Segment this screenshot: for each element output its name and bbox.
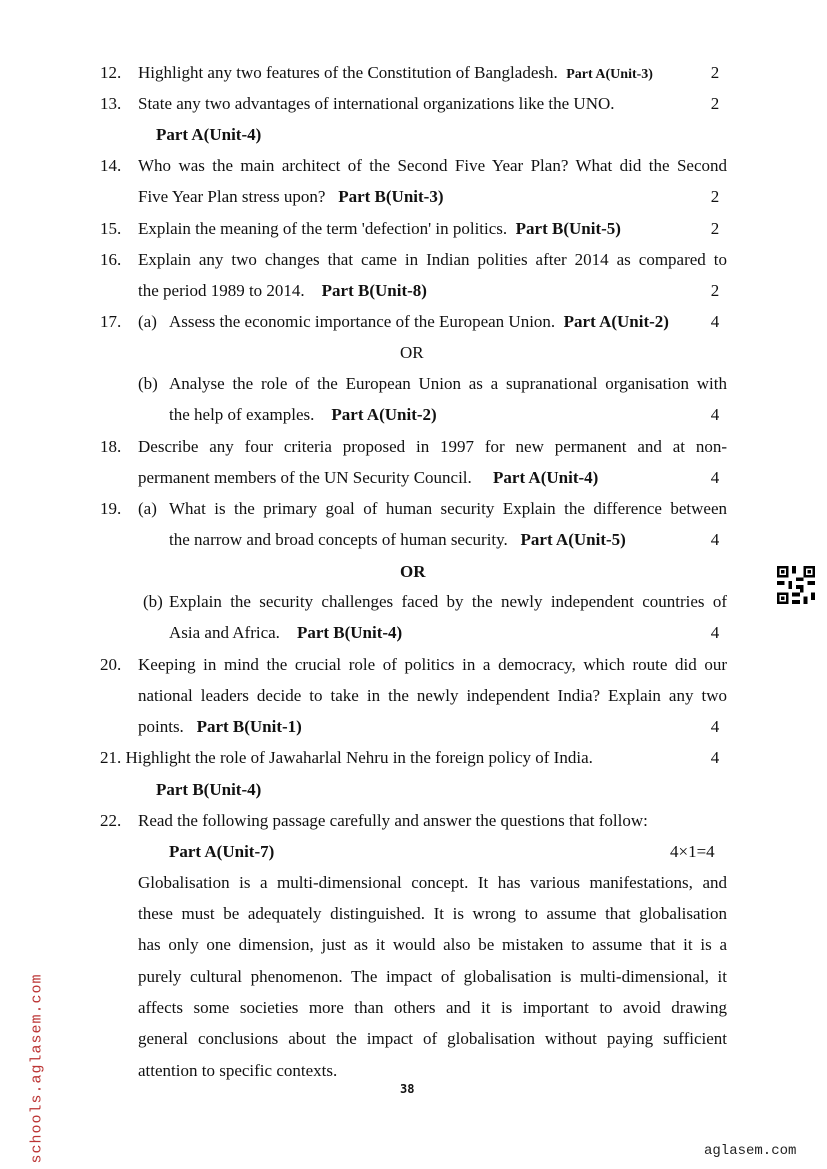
q13-tag: Part A(Unit-4) [156,125,262,144]
q15-line [138,218,621,240]
q19b-text: Asia and Africa. [169,623,280,642]
q17a-tag: Part A(Unit-2) [563,312,669,331]
q18-text: permanent members of the UN Security Council. [138,468,472,487]
q14-tag: Part B(Unit-3) [338,187,444,206]
q17b-label: (b) [138,374,158,393]
q21-marks: 4 [710,748,720,767]
q22-marks: 4×1=4 [670,842,715,861]
q18-line2 [138,467,598,489]
q20-line3 [138,716,302,738]
q12-number: 12. [100,63,122,82]
q16-line2 [138,280,427,302]
passage-line: has only one dimension, just as it would also be mistaken to assume that it is a [138,935,727,954]
q15-number: 15. [100,219,122,238]
q19a-line1: What is the primary goal of human security Explain the difference between [169,499,727,518]
q21-question: Highlight the role of Jawaharlal Nehru in the foreign policy of India. [125,748,593,767]
q17b-marks: 4 [710,405,720,424]
q16-number: 16. [100,250,122,269]
q17-or: OR [400,343,424,362]
q19b-line1: Explain the security challenges faced by the newly independent countries of [169,592,727,611]
q13-marks: 2 [710,94,720,113]
q19b-line2 [169,622,402,644]
q14-line1: Who was the main architect of the Second Five Year Plan? What did the Second [138,156,727,175]
q20-marks: 4 [710,717,720,736]
q20-text: points. [138,717,184,736]
q16-marks: 2 [710,281,720,300]
q17a-marks: 4 [710,312,720,331]
q21-tag: Part B(Unit-4) [156,780,262,799]
q20-line1: Keeping in mind the crucial role of politics in a democracy, which route did our [138,655,727,674]
q21-line [100,747,593,769]
passage-line: affects some societies more than others and it is important to avoid drawing [138,998,727,1017]
q19a-tag: Part A(Unit-5) [520,530,626,549]
bottom-watermark: aglasem.com [704,1143,797,1159]
q19a-text: the narrow and broad concepts of human security. [169,530,508,549]
q20-tag: Part B(Unit-1) [196,717,302,736]
passage-line: attention to specific contexts. [138,1061,338,1080]
page-number: 38 [400,1082,415,1096]
passage-line: general conclusions about the impact of globalisation without paying sufficient [138,1029,727,1048]
q19b-tag: Part B(Unit-4) [296,623,403,642]
q14-text: Five Year Plan stress upon? [138,187,326,206]
q12-question: Highlight any two features of the Constitution of Bangladesh. [138,63,558,82]
q20-number: 20. [100,655,122,674]
q12-text [138,62,653,84]
q13-question: State any two advantages of international organizations like the UNO. [138,94,615,113]
q14-marks: 2 [710,187,720,206]
q15-tag: Part B(Unit-5) [515,219,621,238]
side-watermark: schools.aglasem.com [28,973,46,1164]
q17a-text: Assess the economic importance of the European Union. [169,312,556,331]
q18-tag: Part A(Unit-4) [493,468,599,487]
q19b-label: (b) [143,592,163,611]
q17b-line2 [169,404,437,426]
q18-number: 18. [100,437,122,456]
q17a-line [169,311,669,333]
q17b-line1: Analyse the role of the European Union as a supranational organisation with [169,374,727,393]
q22-question: Read the following passage carefully and answer the questions that follow: [138,811,648,830]
q19-number: 19. [100,499,122,518]
q17-number: 17. [100,312,122,331]
q18-marks: 4 [710,468,720,487]
passage-line: purely cultural phenomenon. The impact of globalisation is multi-dimensional, it [138,967,727,986]
q19-or: OR [400,562,426,581]
q16-text: the period 1989 to 2014. [138,281,305,300]
qr-code-icon [776,566,816,604]
q12-marks: 2 [710,63,720,82]
passage-line: Globalisation is a multi-dimensional concept. It has various manifestations, and [138,873,727,892]
q20-line2: national leaders decide to take in the newly independent India? Explain any two [138,686,727,705]
q15-text: Explain the meaning of the term 'defection' in politics. [138,219,508,238]
q21-number: 21. [100,748,122,767]
q12-tag: Part A(Unit-3) [566,67,653,82]
q16-line1: Explain any two changes that came in Indian polities after 2014 as compared to [138,250,727,269]
q22-number: 22. [100,811,122,830]
q19a-label: (a) [138,499,157,518]
q15-marks: 2 [710,219,720,238]
q16-tag: Part B(Unit-8) [321,281,427,300]
q18-line1: Describe any four criteria proposed in 1997 for new permanent and at non- [138,437,727,456]
q22-tag: Part A(Unit-7) [169,842,275,861]
q19a-marks: 4 [710,530,720,549]
q14-line2 [138,186,444,208]
q13-number: 13. [100,94,122,113]
q17b-text: the help of examples. [169,405,315,424]
q17a-label: (a) [138,312,157,331]
q19a-line2 [169,529,626,551]
q17b-tag: Part A(Unit-2) [331,405,437,424]
q19b-marks: 4 [710,623,720,642]
q14-number: 14. [100,156,122,175]
passage-line: these must be adequately distinguished. It is wrong to assume that globalisation [138,904,727,923]
